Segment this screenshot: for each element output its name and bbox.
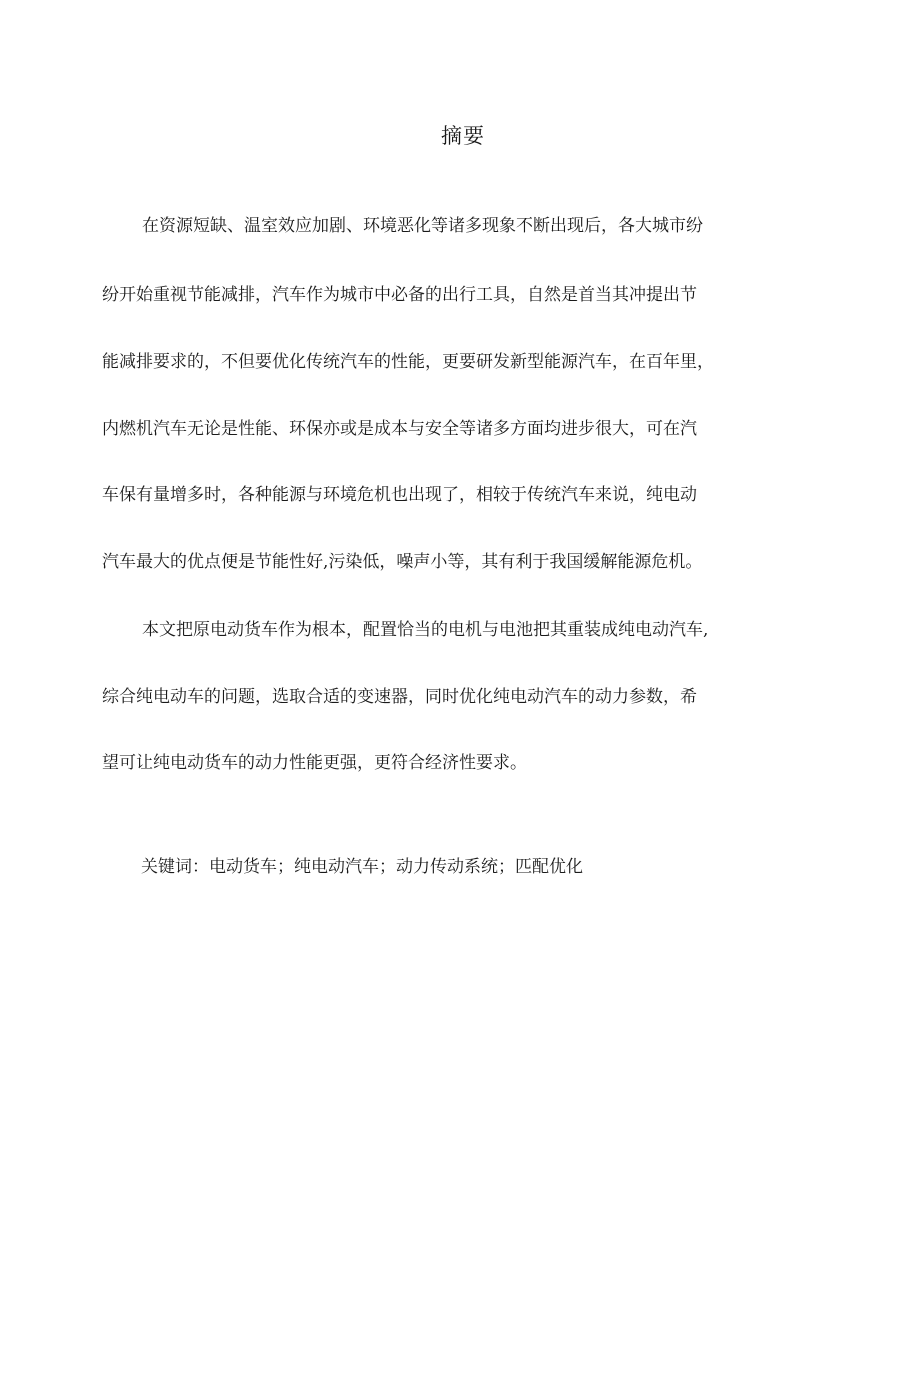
paragraph-line: 能减排要求的，不但要优化传统汽车的性能，更要研发新型能源汽车，在百年里， — [102, 352, 714, 372]
keywords-line: 关键词：电动货车；纯电动汽车；动力传动系统；匹配优化 — [141, 857, 583, 877]
abstract-title: 摘要 — [441, 124, 485, 148]
paragraph-line: 望可让纯电动货车的动力性能更强，更符合经济性要求。 — [102, 753, 527, 773]
paragraph-line: 汽车最大的优点便是节能性好,污染低，噪声小等，其有利于我国缓解能源危机。 — [102, 552, 703, 572]
paragraph-line: 本文把原电动货车作为根本，配置恰当的电机与电池把其重装成纯电动汽车, — [142, 620, 709, 640]
paragraph-line: 纷开始重视节能减排，汽车作为城市中必备的出行工具，自然是首当其冲提出节 — [102, 285, 697, 305]
paragraph-line: 车保有量增多时，各种能源与环境危机也出现了，相较于传统汽车来说，纯电动 — [102, 485, 697, 505]
paragraph-line: 综合纯电动车的问题，选取合适的变速器，同时优化纯电动汽车的动力参数，希 — [102, 687, 697, 707]
paragraph-line: 在资源短缺、温室效应加剧、环境恶化等诸多现象不断出现后，各大城市纷 — [142, 216, 703, 236]
paragraph-line: 内燃机汽车无论是性能、环保亦或是成本与安全等诸多方面均进步很大，可在汽 — [102, 419, 697, 439]
